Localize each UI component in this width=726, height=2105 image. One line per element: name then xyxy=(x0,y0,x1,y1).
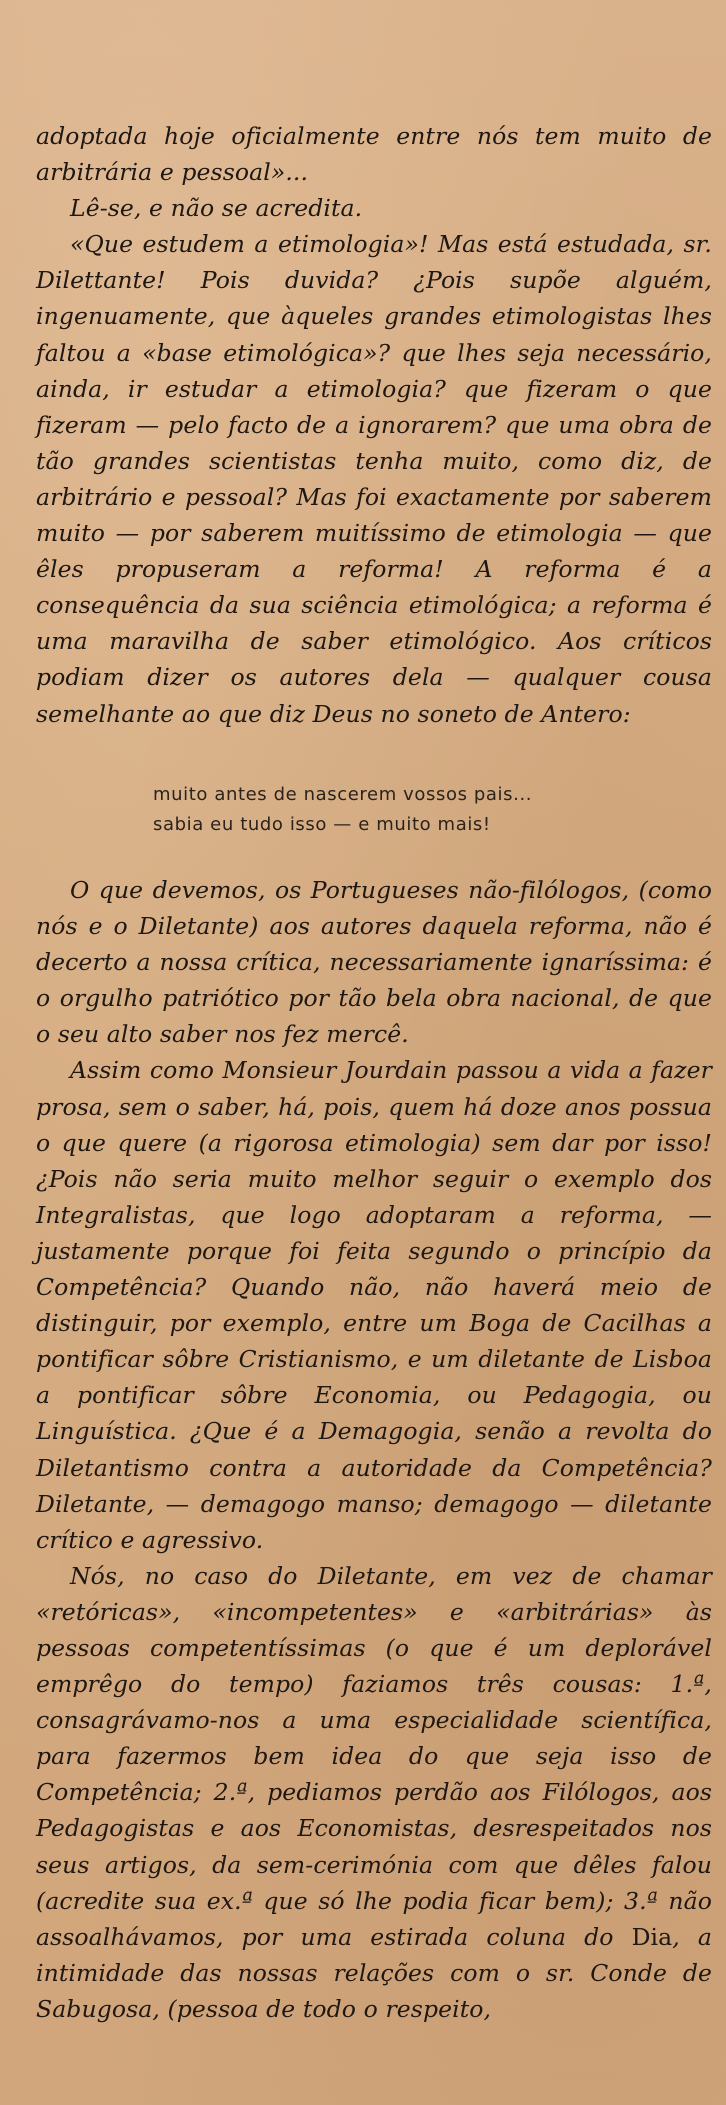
paragraph-etymology: «Que estudem a etimologia»! Mas está estudada, sr. Dilettante! Pois duvida? ¿Pois supõe alguém, ingenuamente, que àqueles grandes etimologistas lhes faltou a «base etimológica»? que lhes seja necessário, ainda, ir estudar a etimologia? que fizeram o que fizeram — pelo facto de a ignorarem? que uma obra de tão grandes scientistas tenha muito, como diz, de arbitrário e pessoal? Mas foi exactamente por saberem muito — por saberem muitíssimo de etimologia — que êles propuseram a reforma! A reforma é a consequência da sua sciência etimológica; a reforma é uma maravilha de saber etimológico. Aos críticos podiam dizer os autores dela — qualquer cousa semelhante ao que diz Deus no soneto de Antero: xyxy=(36,230,712,728)
paragraph-three-things xyxy=(36,1558,712,2027)
antero-quote xyxy=(153,780,532,840)
quote-line-2: sabia eu tudo isso — e muito mais! xyxy=(153,814,491,835)
paragraph-disbelief: Lê-se, e não se acredita. xyxy=(70,194,363,223)
upper-text xyxy=(36,118,712,732)
paragraph-continuation: adoptada hoje oficialmente entre nós tem muito de arbitrária e pessoal»... xyxy=(36,122,712,187)
quote-line-1: muito antes de nascerem vossos pais... xyxy=(153,784,533,805)
lower-text xyxy=(36,872,712,2027)
paragraph-three-things-text-a: Nós, no caso do Diletante, em vez de chamar «retóricas», «incompetentes» e «arbitrárias» às pessoas competentíssimas (o que é um deplorável emprêgo do tempo) faziamos três cousas: 1.ª, consagrávamo-nos a uma especialidade scientífica, para fazermos bem idea do que seja isso de Competência; 2.ª, pediamos perdão aos Filólogos, aos Pedagogistas e aos Economistas, desrespeitados nos seus artigos, da sem-cerimónia com que dêles falou (acredite sua ex.ª que só lhe podia ficar bem); 3.ª não assoalhávamos, por uma estirada coluna do xyxy=(36,1561,712,1951)
paragraph-patriotic-pride: O que devemos, os Portugueses não-filólogos, (como nós e o Diletante) aos autores daquela reforma, não é decerto a nossa crítica, necessariamente ignaríssima: é o orgulho patriótico por tão bela obra nacional, de que o seu alto saber nos fez mercê. xyxy=(36,876,712,1049)
paragraph-jourdain: Assim como Monsieur Jourdain passou a vida a fazer prosa, sem o saber, há, pois, quem há doze anos possua o que quere (a rigorosa etimologia) sem dar por isso! ¿Pois não seria muito melhor seguir o exemplo dos Integralistas, que logo adoptaram a reforma, — justamente porque foi feita segundo o princípio da Competência? Quando não, não haverá meio de distinguir, por exemplo, entre um Boga de Cacilhas a pontificar sôbre Cristianismo, e um diletante de Lisboa a pontificar sôbre Economia, ou Pedagogia, ou Linguística. ¿Que é a Demagogia, senão a revolta do Diletantismo contra a autoridade da Competência? Diletante, — demagogo manso; demagogo — diletante crítico e agressivo. xyxy=(36,1056,712,1554)
newspaper-title-dia: Dia xyxy=(631,1922,673,1951)
paragraph-three-things-text-b: , a intimidade das nossas relações com o sr. Conde de Sabugosa, (pessoa de todo o respeito, xyxy=(36,1922,712,2023)
